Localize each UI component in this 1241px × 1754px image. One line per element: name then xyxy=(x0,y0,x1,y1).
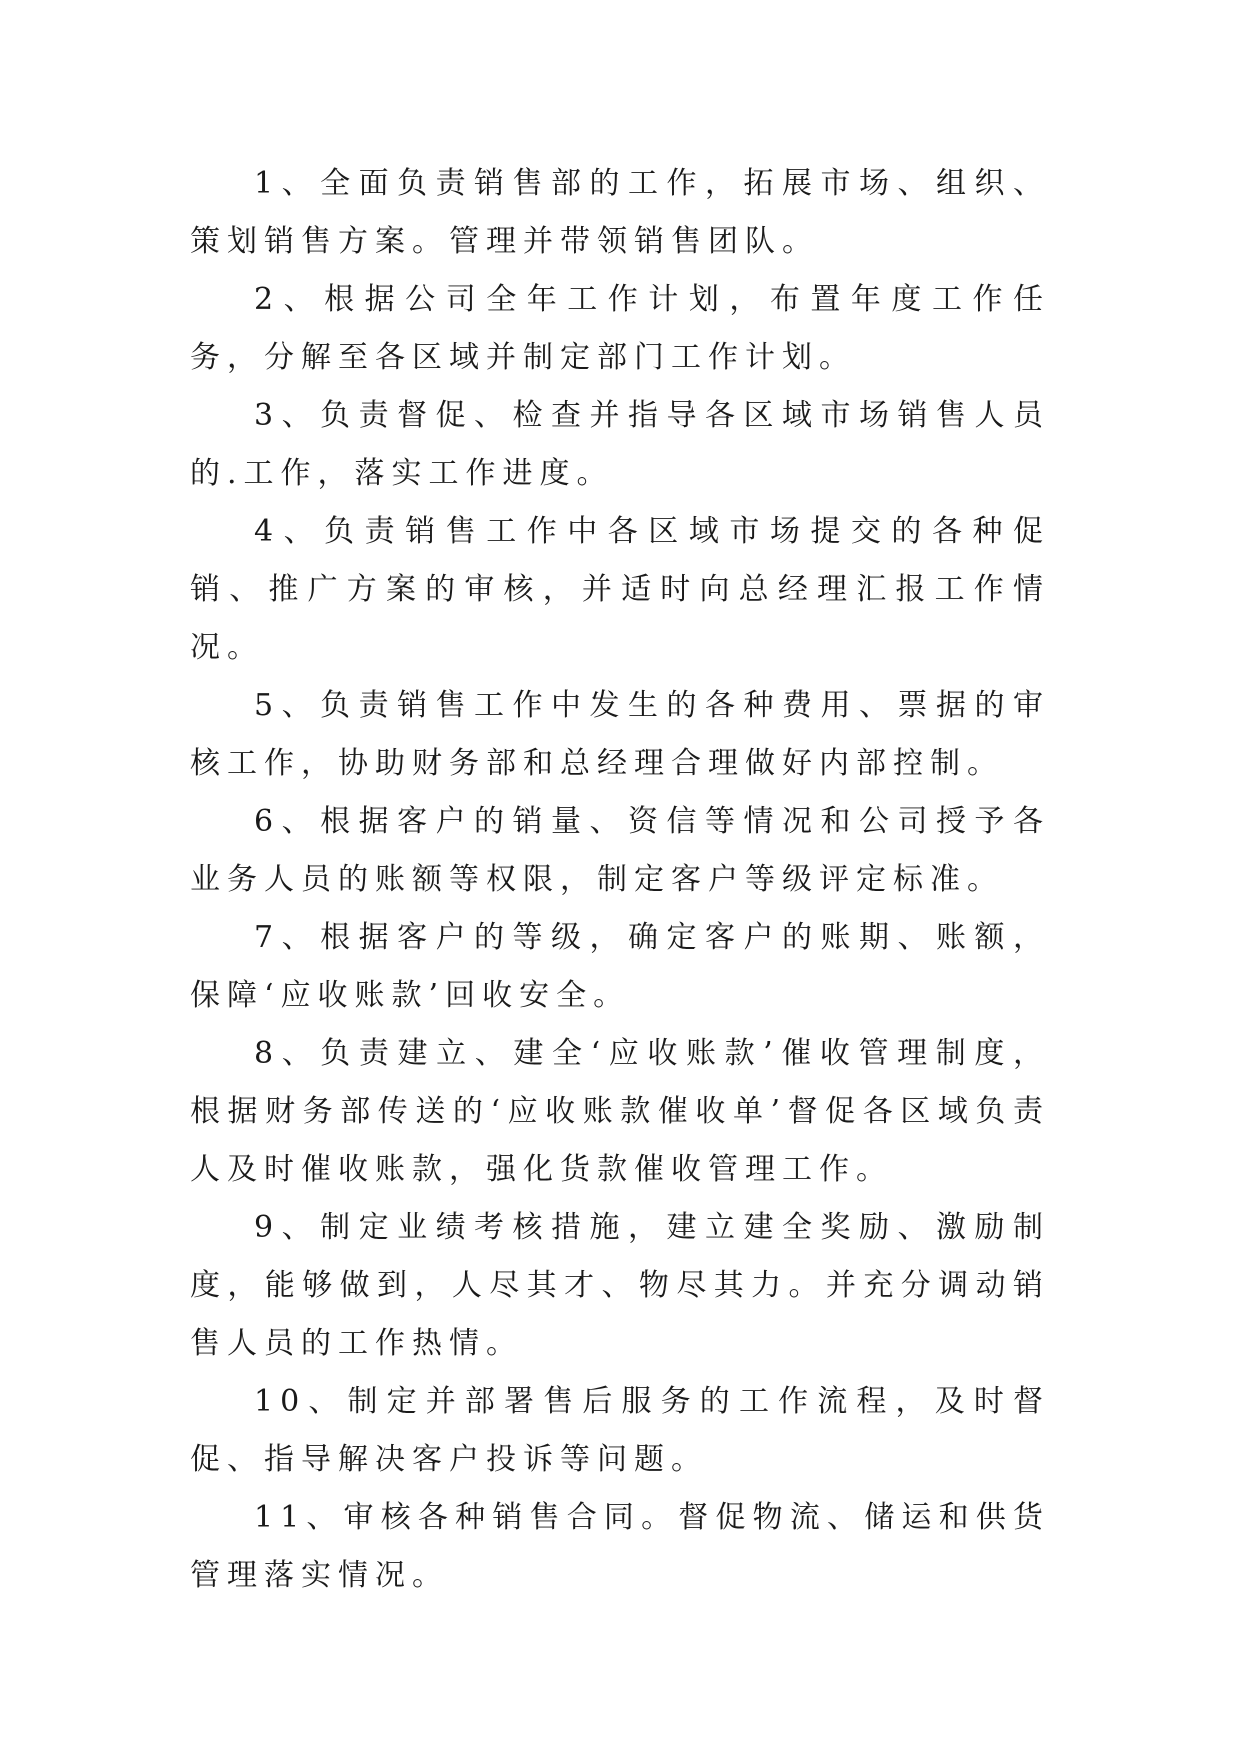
paragraph-6: 6、根据客户的销量、资信等情况和公司授予各业务人员的账额等权限，制定客户等级评定标准。 xyxy=(190,804,1050,897)
document-body xyxy=(190,155,1050,1605)
paragraph-1: 1、全面负责销售部的工作，拓展市场、组织、策划销售方案。管理并带领销售团队。 xyxy=(190,166,1050,259)
paragraph-8: 8、负责建立、建全‘应收账款’催收管理制度，根据财务部传送的‘应收账款催收单’督促各区域负责人及时催收账款，强化货款催收管理工作。 xyxy=(190,1036,1050,1187)
paragraph-11: 11、审核各种销售合同。督促物流、储运和供货管理落实情况。 xyxy=(190,1500,1050,1593)
paragraph-7: 7、根据客户的等级，确定客户的账期、账额，保障‘应收账款’回收安全。 xyxy=(190,920,1050,1013)
paragraph-4: 4、负责销售工作中各区域市场提交的各种促销、推广方案的审核，并适时向总经理汇报工作情况。 xyxy=(190,514,1050,665)
paragraph-2: 2、根据公司全年工作计划，布置年度工作任务，分解至各区域并制定部门工作计划。 xyxy=(190,282,1050,375)
paragraph-10: 10、制定并部署售后服务的工作流程，及时督促、指导解决客户投诉等问题。 xyxy=(190,1384,1050,1477)
paragraph-9: 9、制定业绩考核措施，建立建全奖励、激励制度，能够做到，人尽其才、物尽其力。并充分调动销售人员的工作热情。 xyxy=(190,1210,1050,1361)
paragraph-5: 5、负责销售工作中发生的各种费用、票据的审核工作，协助财务部和总经理合理做好内部控制。 xyxy=(190,688,1050,781)
paragraph-3: 3、负责督促、检查并指导各区域市场销售人员的.工作，落实工作进度。 xyxy=(190,398,1050,491)
